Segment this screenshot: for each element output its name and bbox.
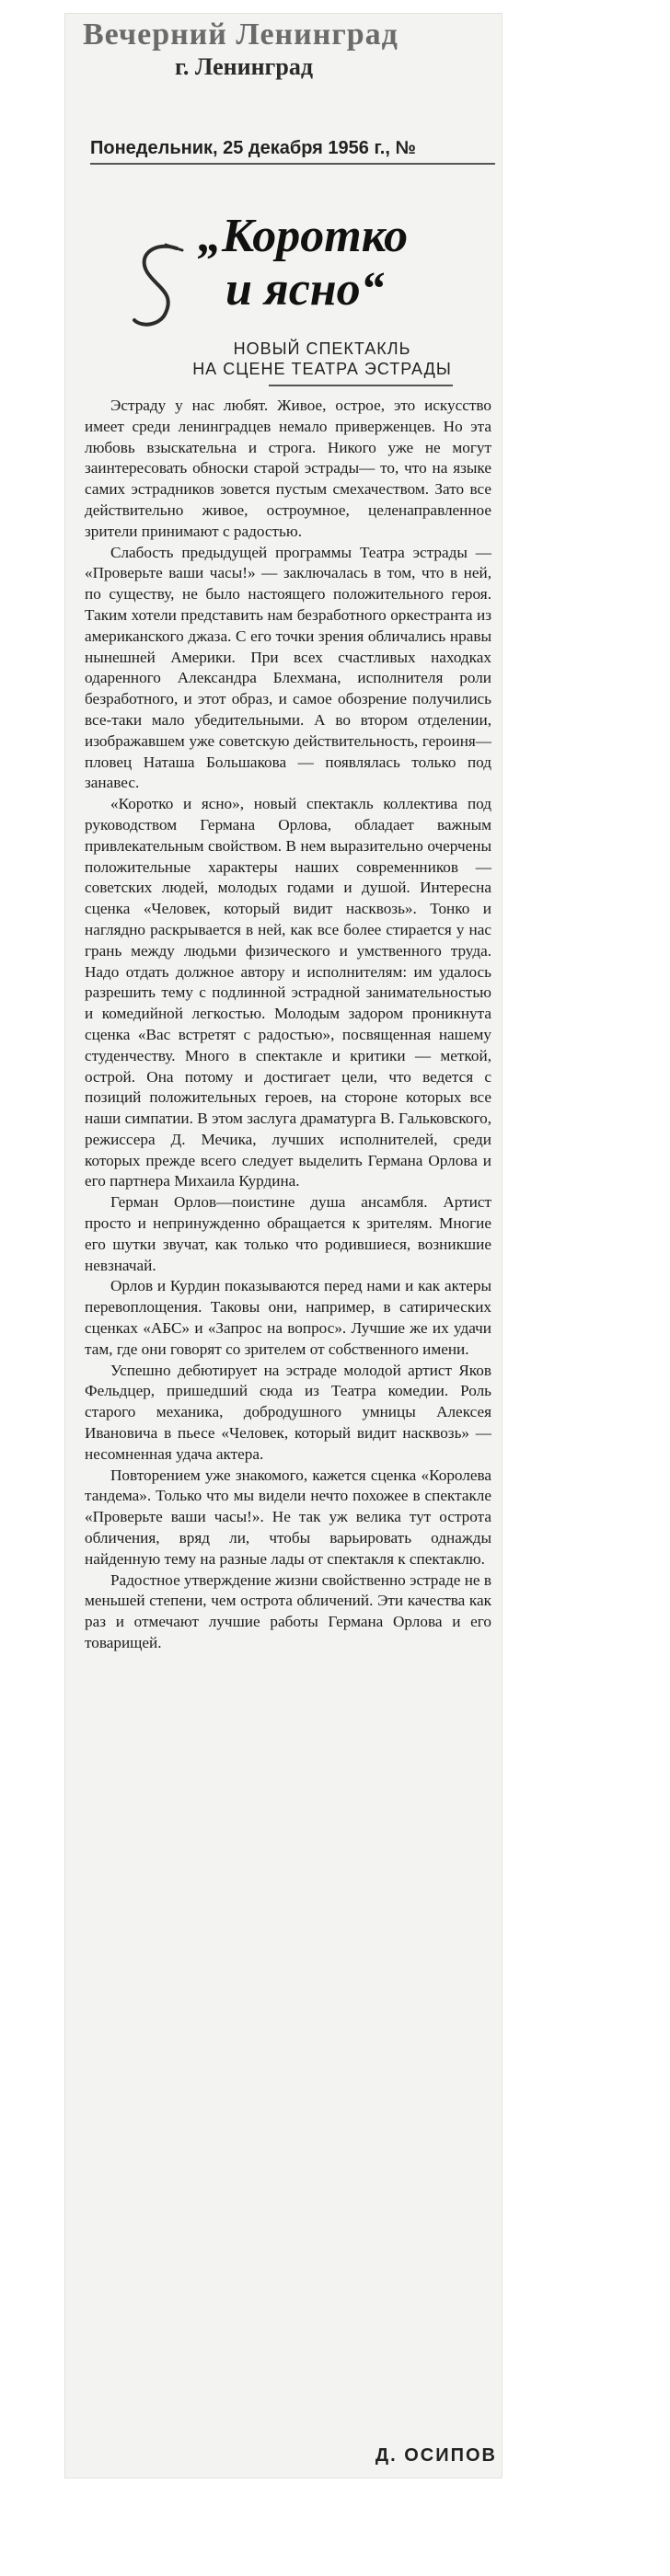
subheading [184,339,460,379]
headline [198,210,492,316]
subheading-line-1: НОВЫЙ СПЕКТАКЛЬ [233,339,411,358]
paragraph: Радостное утверждение жизни свойственно эстраде не в меньшей степени, чем острота обличений. Эти качества как раз и отмечают лучшие работы Германа Орлова и его товарищей. [85,1570,491,1652]
subheading-rule [269,385,453,386]
headline-line-1: „Коротко [198,210,409,262]
subheading-line-2: НА СЦЕНЕ ТЕАТРА ЭСТРАДЫ [192,360,452,378]
paragraph: Герман Орлов—поистине душа ансамбля. Артист просто и непринужденно обращается к зрителям. Многие его шутки звучат, как только что родившиеся, возникшие невзначай. [85,1193,491,1274]
paragraph: Повторением уже знакомого, кажется сценка «Королева тандема». Только что мы видели нечто похожее в спектакле «Проверьте ваши часы!». Не так уж велика тут острота обличения, вряд ли, чтобы варьировать однажды найденную тему на разные лады от спектакля к спектаклю. [85,1466,491,1568]
paragraph: Эстраду у нас любят. Живое, острое, это искусство имеет среди ленинградцев немало приверженцев. Но эта любовь взыскательна и строга. Никого уже не могут заинтересовать обноски старой эстрады— то, что на языке самих эстрадников зовется пустым смехачеством. Зато все действительно живое, остроумное, целенаправленное зрители принимают с радостью. [85,397,491,540]
handwritten-mark-icon [129,241,184,333]
masthead [83,17,479,81]
paragraph: «Коротко и ясно», новый спектакль коллектива под руководством Германа Орлова, обладает важным привлекательным свойством. В нем выразительно очерчены положительные характеры наших современников — советских людей, молодых годами и душой. Интересна сценка «Человек, который видит насквозь». Тонко и наглядно раскрывается в ней, как все более стирается у нас грань между людьми физического и умственного труда. Надо отдать должное автору и исполнителям: им удалось разрешить тему с подлинной эстрадной занимательностью и комедийной легкостью. Молодым задором проникнута сценка «Вас встретят с радостью», посвященная нашему студенчеству. Много в спектакле и критики — меткой, острой. Она потому и достигает цели, что ведется с позиций положительных героев, на стороне которых все наши симпатии. В этом заслуга драматурга В. Гальковского, режиссера Д. Мечика, лучших исполнителей, среди которых прежде всего следует выделить Германа Орлова и его партнера Михаила Курдина. [85,795,491,1190]
paragraph: Успешно дебютирует на эстраде молодой артист Яков Фельдцер, пришедший сюда из Театра комедии. Роль старого механика, добродушного умницы Алексея Ивановича в пьесе «Человек, который видит насквозь» — несомненная удача актера. [85,1361,491,1463]
paragraph: Слабость предыдущей программы Театра эстрады — «Проверьте ваши часы!» — заключалась в том, что в ней, по существу, не было настоящего положительного героя. Таким хотели представить нам безработного оркестранта из американского джаза. С его точки зрения обличались нравы нынешней Америки. При всех счастливых находках одаренного Александра Блехмана, исполнителя роли безработного, и этот образ, и самое обозрение получились все-таки мало убедительными. А во втором отделении, изображавшем уже советскую действительность, героиня—пловец Наташа Большакова — появлялась только под занавес. [85,543,491,792]
newspaper-city: г. Ленинград [175,53,313,80]
article-body [85,396,491,1654]
newspaper-name: Вечерний Ленинград [83,17,399,52]
headline-line-2: и ясно“ [225,263,385,316]
dateline: Понедельник, 25 декабря 1956 г., № [90,138,495,165]
paragraph: Орлов и Курдин показываются перед нами и как актеры перевоплощения. Таковы они, например, в сатирических сценках «АБС» и «Запрос на вопрос». Лучшие же их удачи там, где они говорят со зрителем от собственного имени. [85,1277,491,1358]
author-signature: Д. ОСИПОВ [375,2445,497,2466]
